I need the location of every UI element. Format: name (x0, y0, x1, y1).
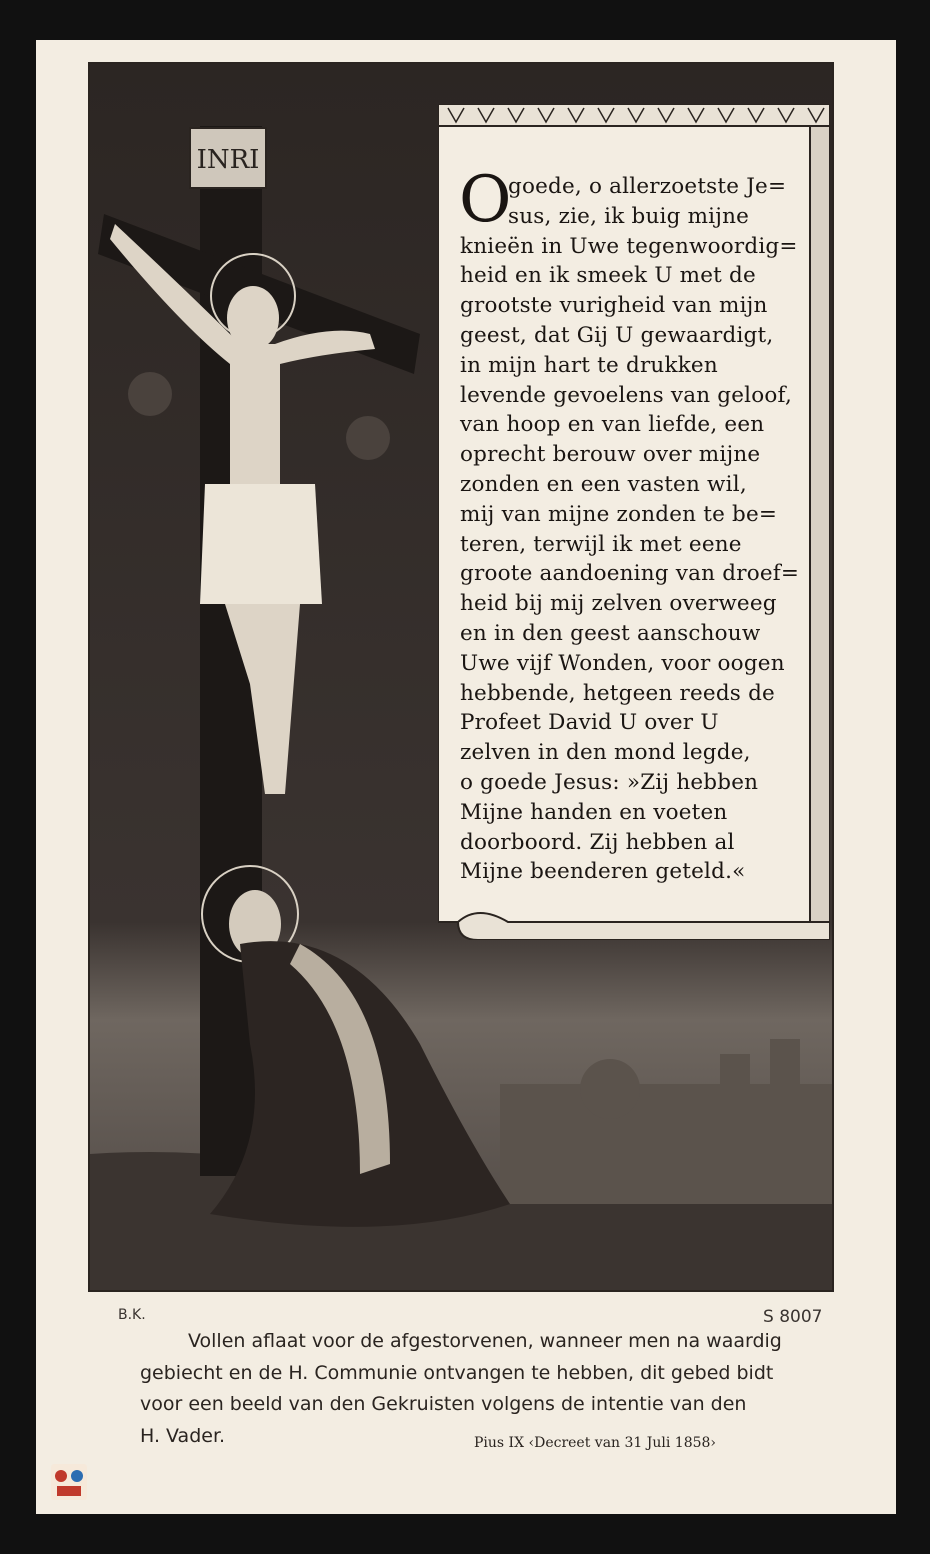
prayer-line: groote aandoening van droef= (460, 561, 800, 587)
caption-line: gebiecht en de H. Communie ontvangen te hebben, dit gebed bidt (140, 1361, 774, 1384)
prayer-line: knieën in Uwe tegenwoordig= (460, 233, 798, 259)
indulgence-caption (140, 1326, 810, 1452)
prayer-line: in mijn hart te drukken (460, 352, 718, 378)
engraver-mark-right: S 8007 (763, 1307, 823, 1327)
prayer-line: geest, dat Gij U gewaardigt, (460, 322, 774, 348)
prayer-line: grootste vurigheid van mijn (460, 293, 768, 319)
prayer-line: hebbende, hetgeen reeds de (460, 680, 775, 706)
prayer-line: Mijne handen en voeten (460, 799, 728, 825)
prayer-line: zonden en een vasten wil, (460, 471, 747, 497)
caption-line: Vollen aflaat voor de afgestorvenen, wanneer men na waardig (188, 1330, 782, 1352)
prayer-line: goede, o allerzoetste Je= (508, 174, 787, 199)
prayer-dropcap: O (459, 163, 512, 237)
prayer-line: van hoop en van liefde, een (460, 412, 765, 438)
prayer-line: Mijne beenderen geteld.« (460, 859, 746, 885)
prayer-line: Uwe vijf Wonden, voor oogen (460, 650, 785, 676)
prayer-line: en in den geest aanschouw (460, 620, 761, 646)
engraver-mark-left: B.K. (118, 1307, 146, 1323)
prayer-line: heid bij mij zelven overweeg (460, 591, 777, 617)
inri-sign: INRI (196, 145, 260, 175)
prayer-line: doorboord. Zij hebben al (460, 829, 735, 855)
prayer-line: teren, terwijl ik met eene (460, 531, 742, 557)
prayer-line: mij van mijne zonden te be= (460, 501, 778, 527)
prayer-text (459, 163, 800, 887)
caption-line: voor een beeld van den Gekruisten volgens de intentie van den (140, 1393, 747, 1415)
prayer-line: zelven in den mond legde, (460, 740, 751, 766)
prayer-line: Profeet David U over U (460, 710, 719, 736)
caption-line: H. Vader. (140, 1424, 226, 1447)
prayer-line: heid en ik smeek U met de (460, 263, 756, 289)
prayer-line: levende gevoelens van geloof, (460, 382, 792, 408)
decree-line: Pius IX ‹Decreet van 31 Juli 1858› (474, 1435, 717, 1451)
prayer-line: oprecht berouw over mijne (460, 442, 761, 468)
collection-stamp-icon (49, 1462, 89, 1502)
prayer-line: o goede Jesus: »Zij hebben (460, 769, 759, 795)
prayer-line: sus, zie, ik buig mijne (508, 203, 750, 229)
